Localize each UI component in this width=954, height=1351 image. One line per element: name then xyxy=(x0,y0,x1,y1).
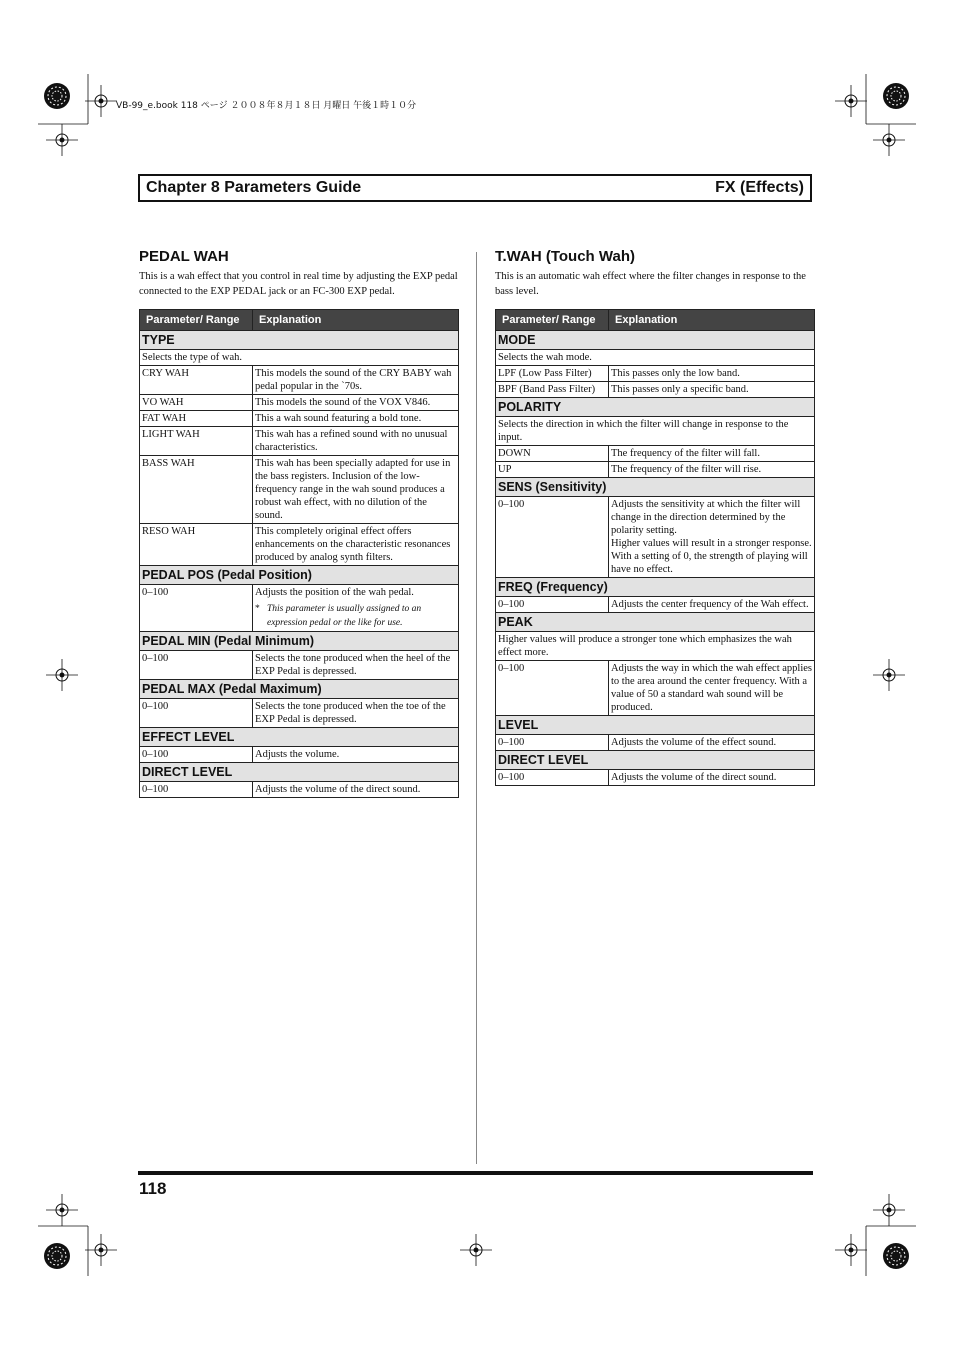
print-header: VB-99_e.book 118 ページ ２００８年８月１８日 月曜日 午後１時１０分 xyxy=(116,101,417,111)
explanation-text: Adjusts the position of the wah pedal. xyxy=(255,587,414,598)
table-row xyxy=(496,770,815,786)
target-mark xyxy=(85,1234,117,1266)
param-heading: DIRECT LEVEL xyxy=(496,751,815,770)
note-text: This parameter is usually assigned to an expression pedal or the like for use. xyxy=(267,604,422,628)
table-row xyxy=(140,366,459,395)
sunburst-mark xyxy=(883,83,909,109)
explanation-cell: This wah has a refined sound with no unusual characteristics. xyxy=(253,427,459,456)
explanation-cell: Adjusts the volume of the effect sound. xyxy=(609,735,815,751)
note xyxy=(255,602,456,630)
value-cell: VO WAH xyxy=(140,395,253,411)
value-cell: 0–100 xyxy=(496,770,609,786)
explanation-cell: This passes only the low band. xyxy=(609,366,815,382)
table-header xyxy=(140,310,459,331)
table-row xyxy=(140,782,459,798)
param-heading: MODE xyxy=(496,331,815,350)
explanation-cell: The frequency of the filter will fall. xyxy=(609,446,815,462)
param-desc: Selects the wah mode. xyxy=(496,350,815,366)
target-mark xyxy=(873,124,905,156)
explanation-cell: Adjusts the volume of the direct sound. xyxy=(253,782,459,798)
table-row xyxy=(496,597,815,613)
table-row xyxy=(140,456,459,524)
explanation-cell: Selects the tone produced when the toe of the EXP Pedal is depressed. xyxy=(253,699,459,728)
param-heading-row xyxy=(496,478,815,497)
param-desc-row xyxy=(496,417,815,446)
target-mark xyxy=(46,1194,78,1226)
explanation-cell: Adjusts the center frequency of the Wah effect. xyxy=(609,597,815,613)
param-heading: DIRECT LEVEL xyxy=(140,763,459,782)
explanation-cell: Selects the tone produced when the heel of the EXP Pedal is depressed. xyxy=(253,651,459,680)
table-row xyxy=(496,382,815,398)
table-row xyxy=(496,735,815,751)
section-intro: This is an automatic wah effect where the filter changes in response to the bass level. xyxy=(495,271,806,297)
value-cell: UP xyxy=(496,462,609,478)
note-mark: * xyxy=(255,604,260,614)
sunburst-mark xyxy=(44,1243,70,1269)
value-cell: 0–100 xyxy=(140,651,253,680)
param-heading-row xyxy=(140,632,459,651)
explanation-cell: This wah has been specially adapted for use in the bass registers. Inclusion of the low-frequency range in the wah sound produces a robust wah effect, with no dilution of the sound. xyxy=(253,456,459,524)
table-header xyxy=(496,310,815,331)
target-mark xyxy=(46,659,78,691)
touch-wah-table xyxy=(495,309,815,786)
param-desc-row xyxy=(140,350,459,366)
table-row xyxy=(140,699,459,728)
table-row xyxy=(140,427,459,456)
target-mark xyxy=(873,659,905,691)
param-heading-row xyxy=(496,751,815,770)
value-cell: 0–100 xyxy=(496,661,609,716)
explanation-cell: This passes only a specific band. xyxy=(609,382,815,398)
param-heading-row xyxy=(496,716,815,735)
param-desc-row xyxy=(496,350,815,366)
explanation-cell xyxy=(609,497,815,578)
table-row xyxy=(140,395,459,411)
explanation-cell: Adjusts the volume of the direct sound. xyxy=(609,770,815,786)
param-heading: EFFECT LEVEL xyxy=(140,728,459,747)
table-row xyxy=(140,411,459,427)
value-cell: 0–100 xyxy=(140,747,253,763)
param-heading-row xyxy=(140,763,459,782)
value-cell: FAT WAH xyxy=(140,411,253,427)
value-cell: 0–100 xyxy=(140,699,253,728)
table-row xyxy=(140,747,459,763)
value-cell: BASS WAH xyxy=(140,456,253,524)
pedal-wah-table xyxy=(139,309,459,798)
table-row xyxy=(496,661,815,716)
value-cell: 0–100 xyxy=(140,585,253,632)
chapter-section: FX (Effects) xyxy=(715,179,804,196)
value-cell: CRY WAH xyxy=(140,366,253,395)
target-mark xyxy=(85,85,117,117)
pedal-wah-column xyxy=(139,248,459,798)
explanation-cell: Adjusts the volume. xyxy=(253,747,459,763)
table-row xyxy=(140,524,459,566)
value-cell: DOWN xyxy=(496,446,609,462)
param-heading-row xyxy=(140,728,459,747)
param-heading: POLARITY xyxy=(496,398,815,417)
param-desc: Higher values will produce a stronger tone which emphasizes the wah effect more. xyxy=(496,632,815,661)
param-heading-row xyxy=(496,613,815,632)
explanation-cell: This models the sound of the VOX V846. xyxy=(253,395,459,411)
value-cell: 0–100 xyxy=(496,497,609,578)
param-heading-row xyxy=(496,578,815,597)
param-heading-row xyxy=(496,398,815,417)
value-cell: 0–100 xyxy=(140,782,253,798)
param-desc-row xyxy=(496,632,815,661)
param-heading: PEDAL MIN (Pedal Minimum) xyxy=(140,632,459,651)
section-title: PEDAL WAH xyxy=(139,248,229,265)
sunburst-mark xyxy=(883,1243,909,1269)
param-header: Parameter/ Range xyxy=(496,310,609,331)
param-heading-row xyxy=(140,566,459,585)
table-row xyxy=(496,462,815,478)
page-number: 118 xyxy=(139,1179,167,1198)
param-desc: Selects the direction in which the filter will change in response to the input. xyxy=(496,417,815,446)
table-row xyxy=(496,366,815,382)
param-heading-row xyxy=(140,680,459,699)
section-intro: This is a wah effect that you control in real time by adjusting the EXP pedal connected to the EXP PEDAL jack or an FC-300 EXP pedal. xyxy=(139,271,458,297)
param-heading: TYPE xyxy=(140,331,459,350)
param-heading: LEVEL xyxy=(496,716,815,735)
value-cell: LPF (Low Pass Filter) xyxy=(496,366,609,382)
explanation-cell: This a wah sound featuring a bold tone. xyxy=(253,411,459,427)
sunburst-mark xyxy=(44,83,70,109)
target-mark xyxy=(835,85,867,117)
param-heading-row xyxy=(140,331,459,350)
value-cell: LIGHT WAH xyxy=(140,427,253,456)
explanation-cell: The frequency of the filter will rise. xyxy=(609,462,815,478)
chapter-title: Chapter 8 Parameters Guide xyxy=(146,179,362,196)
table-row xyxy=(140,585,459,632)
explanation-cell: This models the sound of the CRY BABY wah pedal popular in the `70s. xyxy=(253,366,459,395)
target-mark xyxy=(460,1234,492,1266)
explanation-header: Explanation xyxy=(253,310,459,331)
value-cell: 0–100 xyxy=(496,597,609,613)
chapter-header xyxy=(138,174,812,202)
param-heading: FREQ (Frequency) xyxy=(496,578,815,597)
column-divider xyxy=(476,252,477,1164)
param-heading: SENS (Sensitivity) xyxy=(496,478,815,497)
footer-rule xyxy=(138,1171,813,1175)
param-header: Parameter/ Range xyxy=(140,310,253,331)
touch-wah-column xyxy=(495,248,815,786)
table-row xyxy=(140,651,459,680)
target-mark xyxy=(46,124,78,156)
explanation-text: Higher values will result in a stronger response. With a setting of 0, the strength of playing will have no effect. xyxy=(611,538,812,575)
param-desc: Selects the type of wah. xyxy=(140,350,459,366)
value-cell: RESO WAH xyxy=(140,524,253,566)
explanation-cell: This completely original effect offers enhancements on the characteristic resonances produced by analog synth filters. xyxy=(253,524,459,566)
explanation-header: Explanation xyxy=(609,310,815,331)
section-title: T.WAH (Touch Wah) xyxy=(495,248,635,265)
explanation-cell: Adjusts the way in which the wah effect applies to the area around the center frequency. With a value of 50 a standard wah sound will be produced. xyxy=(609,661,815,716)
param-heading-row xyxy=(496,331,815,350)
explanation-cell xyxy=(253,585,459,632)
param-heading: PEAK xyxy=(496,613,815,632)
value-cell: BPF (Band Pass Filter) xyxy=(496,382,609,398)
value-cell: 0–100 xyxy=(496,735,609,751)
param-heading: PEDAL POS (Pedal Position) xyxy=(140,566,459,585)
param-heading: PEDAL MAX (Pedal Maximum) xyxy=(140,680,459,699)
target-mark xyxy=(835,1234,867,1266)
target-mark xyxy=(873,1194,905,1226)
table-row xyxy=(496,446,815,462)
table-row xyxy=(496,497,815,578)
explanation-text: Adjusts the sensitivity at which the filter will change in the direction determined by the polarity setting. xyxy=(611,499,801,536)
